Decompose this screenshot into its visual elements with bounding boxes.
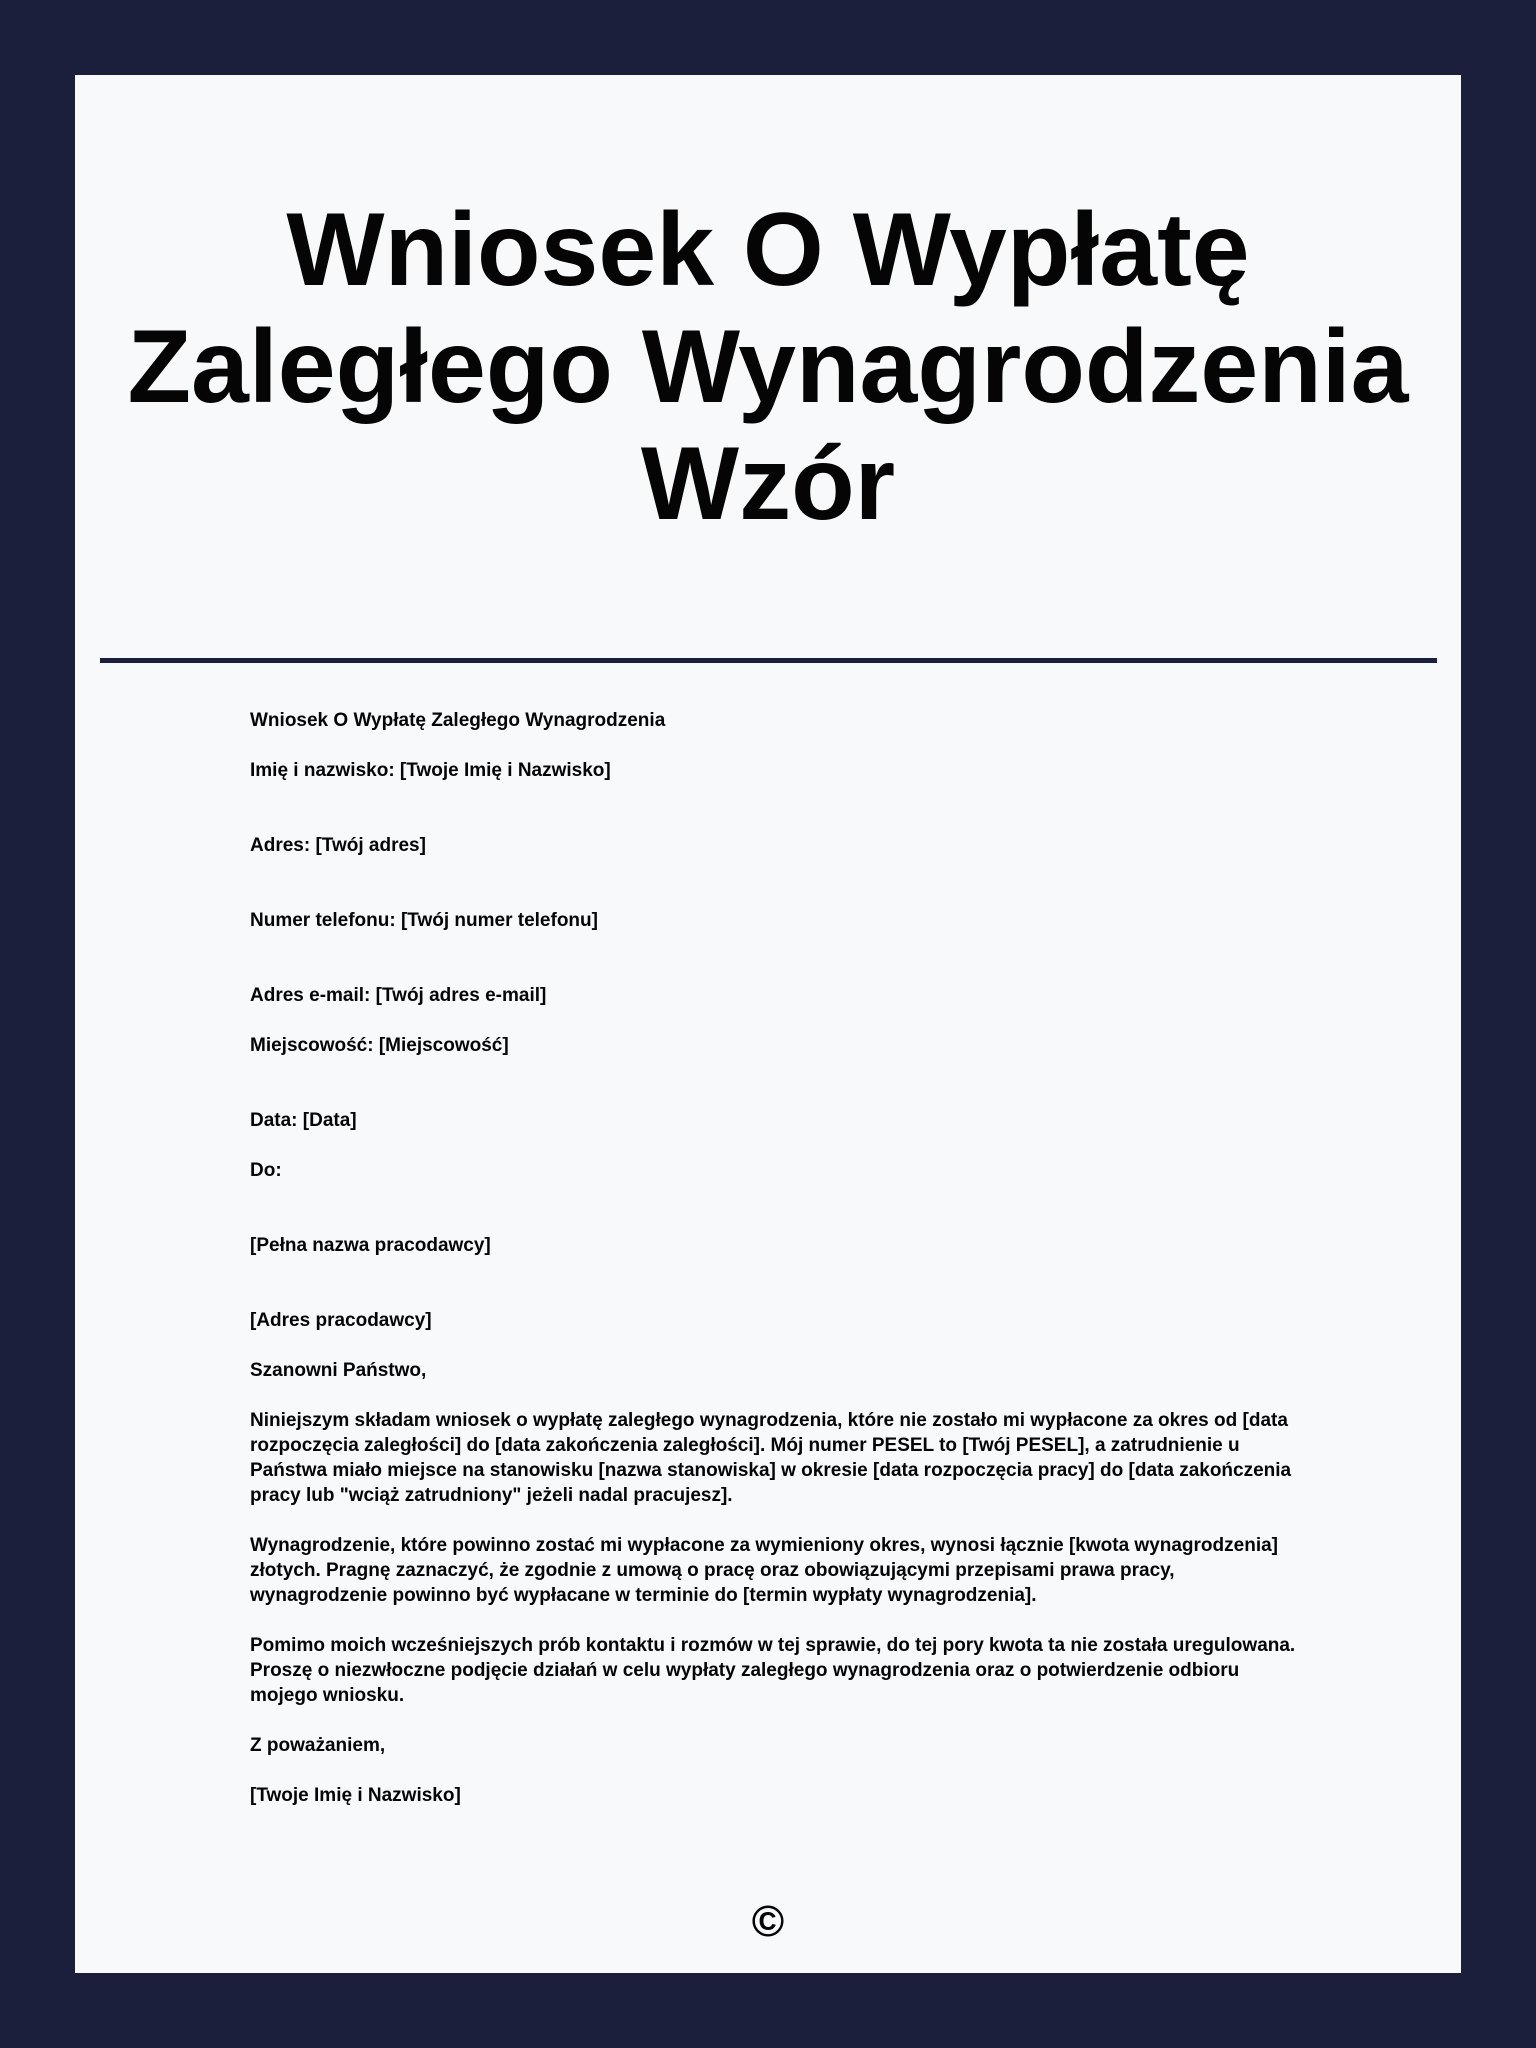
paragraph-amount: Wynagrodzenie, które powinno zostać mi wypłacone za wymieniony okres, wynosi łącznie [kwota wynagrodzenia] złotych. Pragnę zaznaczyć, że zgodnie z umową o pracę oraz obowiązującymi przepisami prawa pracy, wynagrodzenie powinno być wypłacane w terminie do [termin wypłaty wynagrodzenia]. [250,1535,1278,1606]
closing: Z poważaniem, [250,1735,386,1756]
employer-address: [Adres pracodawcy] [250,1310,432,1331]
letter-heading: Wniosek O Wypłatę Zaległego Wynagrodzenia [250,710,666,731]
phone-line: Numer telefonu: [Twój numer telefonu] [250,910,598,931]
recipient-label: Do: [250,1160,282,1181]
city-line: Miejscowość: [Miejscowość] [250,1035,509,1056]
paragraph-followup: Pomimo moich wcześniejszych prób kontaktu i rozmów w tej sprawie, do tej pory kwota ta nie została uregulowana. Proszę o niezwłoczne podjęcie działań w celu wypłaty zaległego wynagrodzenia oraz o potwierdzenie odbioru mojego wniosku. [250,1635,1296,1706]
salutation: Szanowni Państwo, [250,1360,427,1381]
copyright-icon: © [751,1897,785,1946]
employer-name: [Pełna nazwa pracodawcy] [250,1235,491,1256]
address-line: Adres: [Twój adres] [250,835,426,856]
letter-body [250,708,1300,1808]
page-title: Wniosek O Wypłatę Zaległego Wynagrodzenia Wzór [127,192,1409,542]
date-line: Data: [Data] [250,1110,357,1131]
email-line: Adres e-mail: [Twój adres e-mail] [250,985,547,1006]
signature: [Twoje Imię i Nazwisko] [250,1785,461,1806]
paragraph-request: Niniejszym składam wniosek o wypłatę zaległego wynagrodzenia, które nie zostało mi wypłacone za okres od [data rozpoczęcia zaległości] do [data zakończenia zaległości]. Mój numer PESEL to [Twój PESEL], a zatrudnienie u Państwa miało miejsce na stanowisku [nazwa stanowiska] w okresie [data rozpoczęcia pracy] do [data zakończenia pracy lub "wciąż zatrudniony" jeżeli nadal pracujesz]. [250,1410,1292,1506]
document-page [75,75,1461,1973]
title-divider [100,658,1437,663]
name-line: Imię i nazwisko: [Twoje Imię i Nazwisko] [250,760,611,781]
